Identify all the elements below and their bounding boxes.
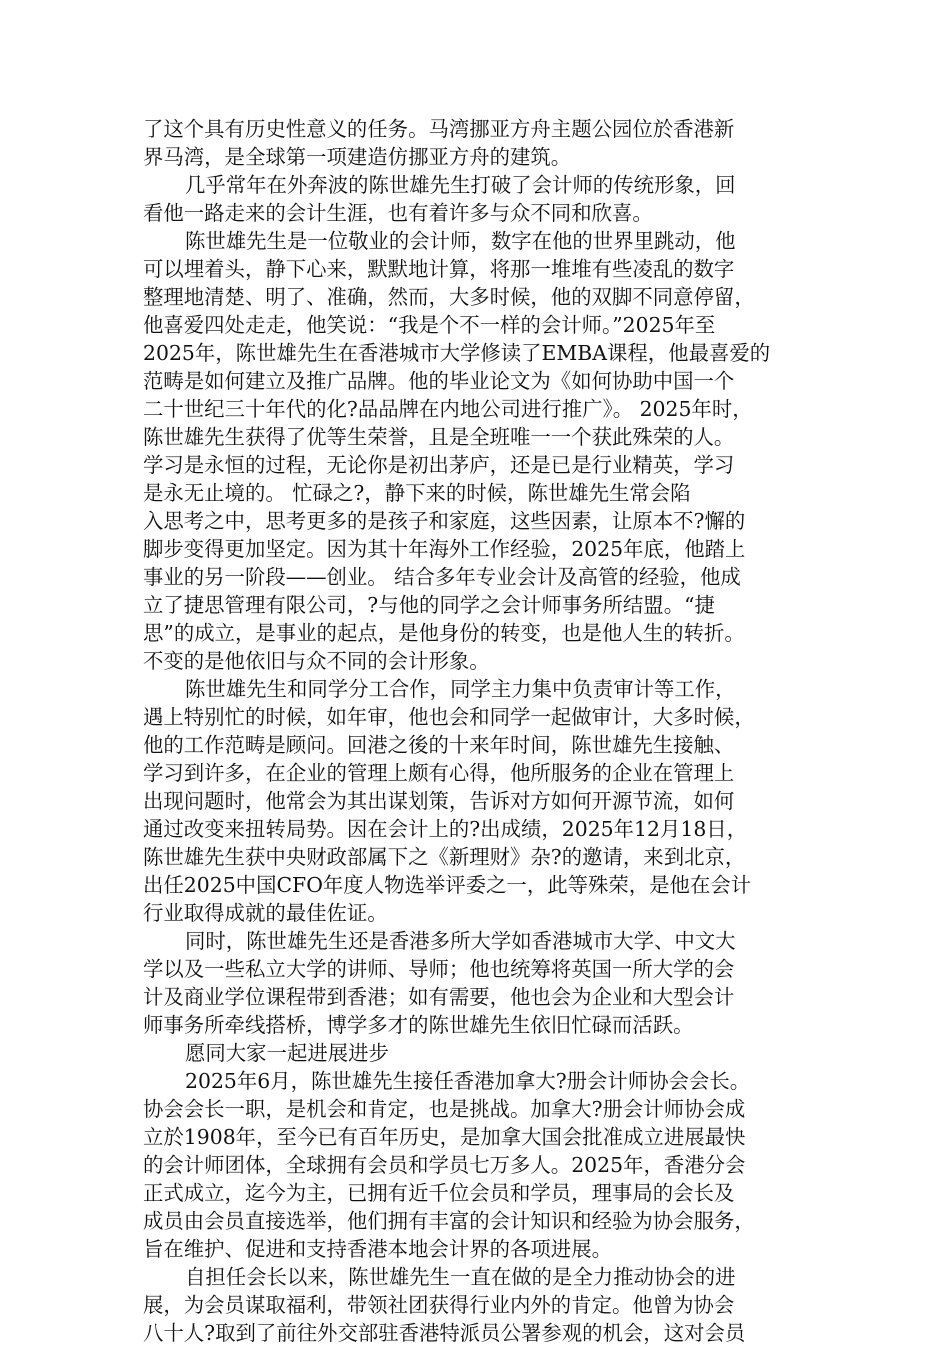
text-line: 思”的成立，是事业的起点，是他身份的转变，也是他人生的转折。 [143, 621, 745, 645]
text-line: 协会会长一职，是机会和肯定，也是挑战。加拿大?册会计师协会成 [143, 1097, 746, 1121]
text-line: 正式成立，迄今为主，已拥有近千位会员和学员，理事局的会长及 [143, 1181, 735, 1205]
text-line: 立了捷思管理有限公司，?与他的同学之会计师事务所结盟。“捷 [143, 593, 715, 617]
text-line: 学习到许多，在企业的管理上颇有心得，他所服务的企业在管理上 [143, 761, 735, 785]
text-line: 范畴是如何建立及推广品牌。他的毕业论文为《如何协助中国一个 [143, 369, 735, 393]
text-line: 遇上特别忙的时候，如年审，他也会和同学一起做审计，大多时候， [143, 705, 755, 729]
text-line: 旨在维护、促进和支持香港本地会计界的各项进展。 [143, 1237, 612, 1261]
text-line: 陈世雄先生获得了优等生荣誉，且是全班唯一一个获此殊荣的人。 [143, 425, 735, 449]
text-line: 可以埋着头，静下心来，默默地计算，将那一堆堆有些凌乱的数字 [143, 257, 735, 281]
text-line: 事业的另一阶段——创业。 结合多年专业会计及高管的经验，他成 [143, 565, 741, 589]
text-line: 成员由会员直接选举，他们拥有丰富的会计知识和经验为协会服务， [143, 1209, 755, 1233]
text-line: 的会计师团体，全球拥有会员和学员七万多人。2025年，香港分会 [143, 1153, 746, 1177]
text-line: 陈世雄先生是一位敬业的会计师，数字在他的世界里跳动，他 [185, 229, 736, 253]
text-line: 2025年，陈世雄先生在香港城市大学修读了EMBA课程，他最喜爱的 [143, 341, 771, 365]
text-line: 整理地清楚、明了、准确，然而，大多时候，他的双脚不同意停留， [143, 285, 755, 309]
text-line: 师事务所牵线搭桥，博学多才的陈世雄先生依旧忙碌而活跃。 [143, 1013, 694, 1037]
text-line: 他喜爱四处走走，他笑说：“我是个不一样的会计师。”2025年至 [143, 313, 716, 337]
text-line: 学习是永恒的过程，无论你是初出茅庐，还是已是行业精英，学习 [143, 453, 735, 477]
text-line: 八十人?取到了前往外交部驻香港特派员公署参观的机会，这对会员 [143, 1321, 746, 1345]
text-line: 界马湾，是全球第一项建造仿挪亚方舟的建筑。 [143, 145, 572, 169]
text-line: 行业取得成就的最佳佐证。 [143, 901, 388, 925]
text-line: 脚步变得更加坚定。因为其十年海外工作经验，2025年底，他踏上 [143, 537, 746, 561]
text-line: 不变的是他依旧与众不同的会计形象。 [143, 649, 490, 673]
article-body [143, 115, 811, 1347]
text-line: 了这个具有历史性意义的任务。马湾挪亚方舟主题公园位於香港新 [143, 117, 735, 141]
text-line: 愿同大家一起进展进步 [185, 1041, 389, 1065]
text-line: 展，为会员谋取福利，带领社团获得行业内外的肯定。他曾为协会 [143, 1293, 735, 1317]
text-line: 二十世纪三十年代的化?品品牌在内地公司进行推广》。 2025年时， [143, 397, 753, 421]
text-line: 是永无止境的。 忙碌之?，静下来的时候，陈世雄先生常会陷 [143, 481, 691, 505]
text-line: 出任2025中国CFO年度人物选举评委之一，此等殊荣，是他在会计 [143, 873, 752, 897]
text-line: 同时，陈世雄先生还是香港多所大学如香港城市大学、中文大 [185, 929, 736, 953]
text-line: 立於1908年，至今已有百年历史，是加拿大国会批准成立进展最快 [143, 1125, 746, 1149]
text-line: 陈世雄先生和同学分工合作，同学主力集中负责审计等工作， [185, 677, 736, 701]
text-line: 自担任会长以来，陈世雄先生一直在做的是全力推动协会的进 [185, 1265, 736, 1289]
text-line: 通过改变来扭转局势。因在会计上的?出成绩，2025年12月18日， [143, 817, 748, 841]
text-line: 陈世雄先生获中央财政部属下之《新理财》杂?的邀请，来到北京， [143, 845, 746, 869]
text-line: 入思考之中，思考更多的是孩子和家庭，这些因素，让原本不?懈的 [143, 509, 746, 533]
text-line: 几乎常年在外奔波的陈世雄先生打破了会计师的传统形象，回 [185, 173, 736, 197]
text-line: 看他一路走来的会计生涯，也有着许多与众不同和欣喜。 [143, 201, 653, 225]
text-line: 计及商业学位课程带到香港；如有需要，他也会为企业和大型会计 [143, 985, 735, 1009]
text-line: 出现问题时，他常会为其出谋划策，告诉对方如何开源节流，如何 [143, 789, 735, 813]
text-line: 他的工作范畴是顾问。回港之後的十来年时间，陈世雄先生接触、 [143, 733, 735, 757]
text-line: 学以及一些私立大学的讲师、导师；他也统筹将英国一所大学的会 [143, 957, 735, 981]
text-line: 2025年6月，陈世雄先生接任香港加拿大?册会计师协会会长。 [185, 1069, 751, 1093]
